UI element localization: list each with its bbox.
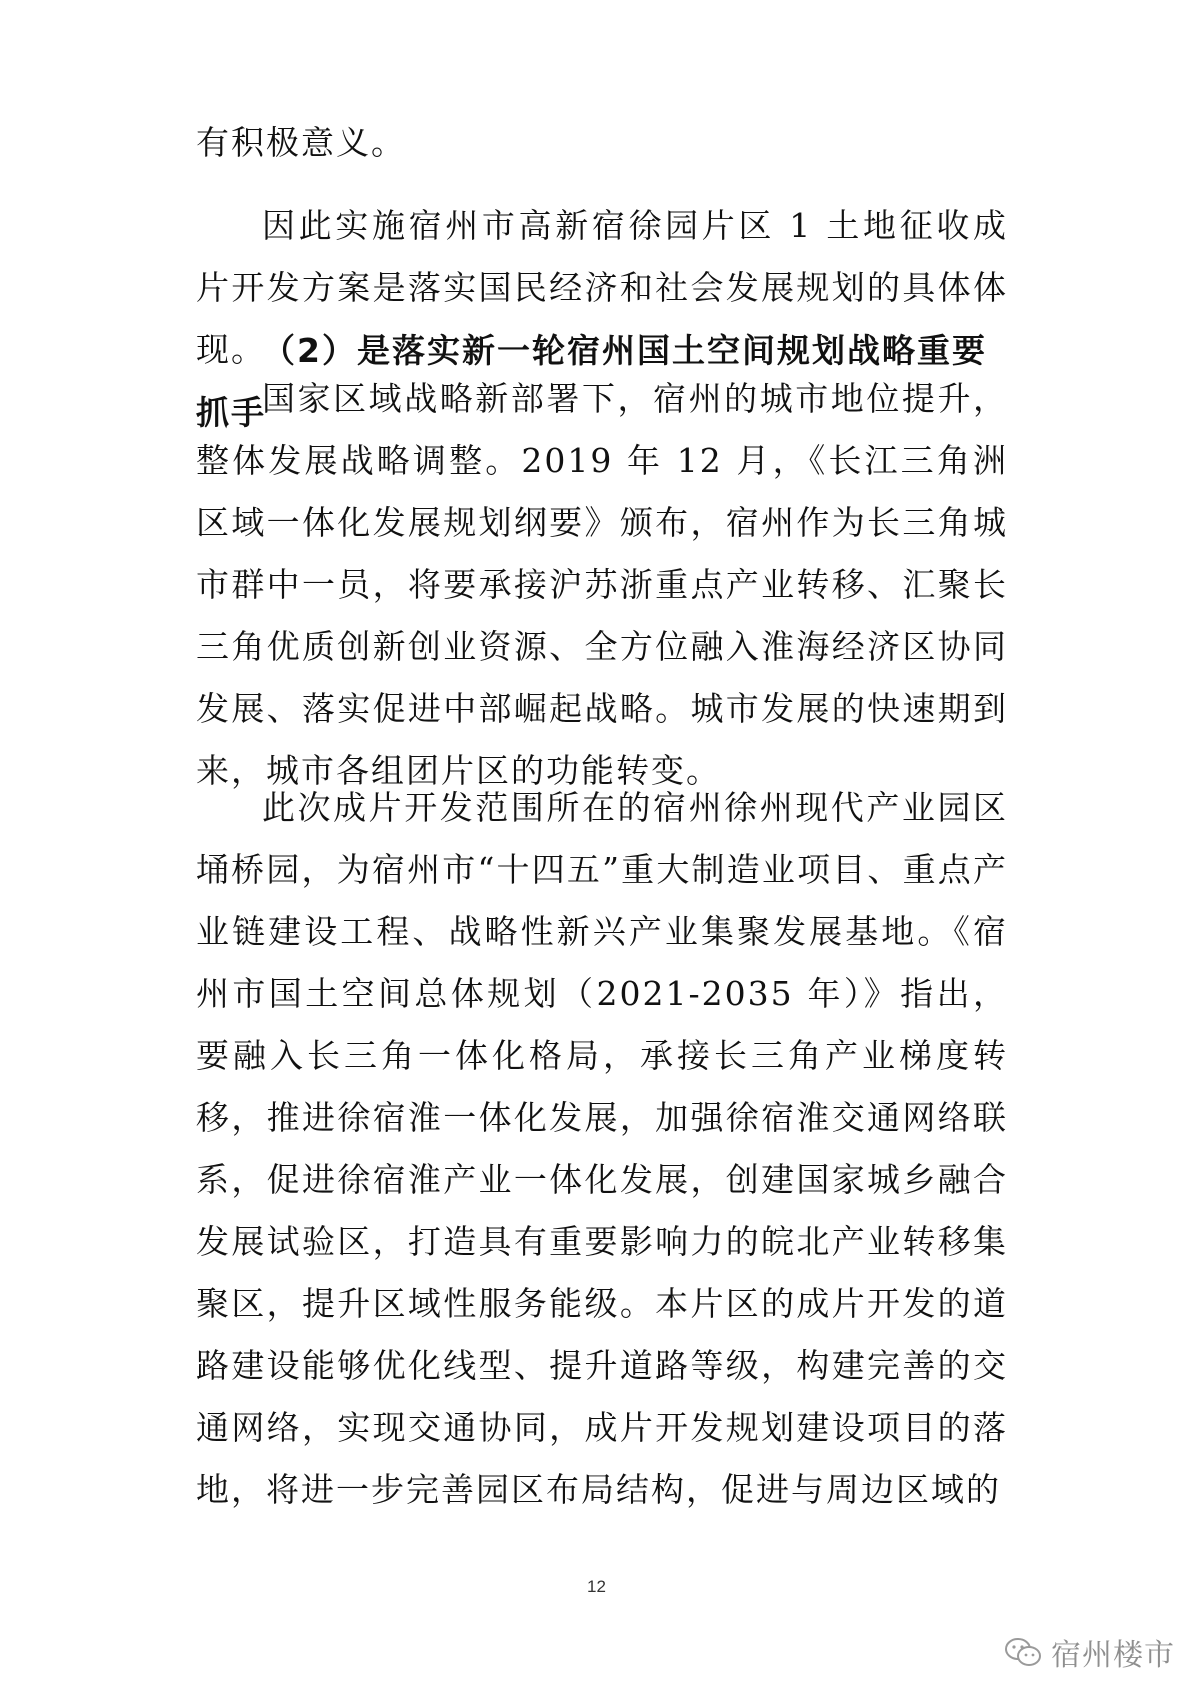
watermark <box>1003 1630 1175 1674</box>
paragraph-text: 有积极意义。 <box>196 123 406 162</box>
page-number: 12 <box>587 1577 606 1596</box>
paragraph-text: 因此实施宿州市高新宿徐园片区 1 土地征收成片开发方案是落实国民经济和社会发展规划的具体体现。 <box>196 206 1008 369</box>
heading-text: （2）是落实新一轮宿州国土空间规划战略重要抓手 <box>196 331 987 432</box>
paragraph-continuation <box>196 112 1008 174</box>
paragraph-text: 此次成片开发范围所在的宿州徐州现代产业园区埇桥园，为宿州市“十四五”重大制造业项目、重点产业链建设工程、战略性新兴产业集聚发展基地。《宿州市国土空间总体规划（2021-2035 年）》指出，要融入长三角一体化格局，承接长三角产业梯度转移，推进徐宿淮一体化发展，加强徐宿淮交通网络联系，促进徐宿淮产业一体化发展，创建国家城乡融合发展试验区，打造具有重要影响力的皖北产业转移集聚区，提升区域性服务能级。本片区的成片开发的道路建设能够优化线型、提升道路等级，构建完善的交通网络，实现交通协同，成片开发规划建设项目的落地，将进一步完善园区布局结构，促进与周边区域的 <box>196 788 1008 1509</box>
paragraph-development <box>196 777 1008 1521</box>
wechat-icon <box>1003 1636 1043 1668</box>
watermark-text: 宿州楼市 <box>1051 1638 1175 1673</box>
paragraph-text: 国家区域战略新部署下，宿州的城市地位提升，整体发展战略调整。2019 年 12 月，《长江三角洲区域一体化发展规划纲要》颁布，宿州作为长三角城市群中一员，将要承接沪苏浙重点产业转移、汇聚长三角优质创新创业资源、全方位融入淮海经济区协同发展、落实促进中部崛起战略。城市发展的快速期到来，城市各组团片区的功能转变。 <box>196 379 1008 790</box>
paragraph-strategy <box>196 368 1008 802</box>
